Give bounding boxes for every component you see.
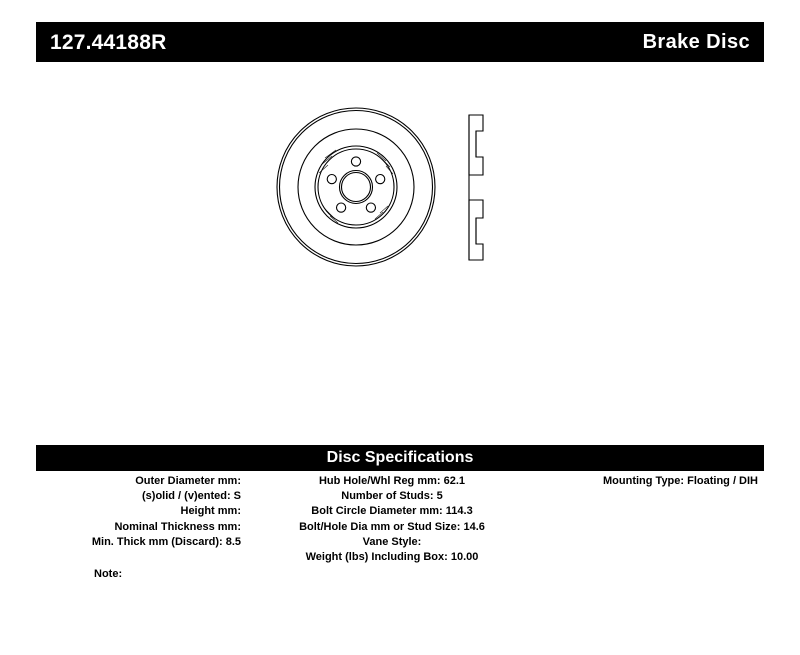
spec-item: Nominal Thickness mm: (114, 520, 241, 533)
spec-column-left (36, 474, 241, 550)
spec-column-right (543, 474, 764, 489)
spec-item: Bolt/Hole Dia mm or Stud Size: 14.6 (299, 520, 485, 533)
note-label: Note: (94, 568, 123, 580)
note-row (36, 568, 764, 580)
spec-item: Hub Hole/Whl Reg mm: 62.1 (318, 475, 466, 487)
spec-item: Bolt Circle Diameter mm: 114.3 (311, 505, 473, 518)
disc-specifications-title: Disc Specifications (326, 449, 474, 466)
spec-item: Height mm: (180, 505, 241, 518)
spec-column-middle (247, 474, 537, 565)
product-type-title: Brake Disc (642, 31, 750, 53)
spec-item: Vane Style: (362, 535, 422, 548)
spec-item: Min. Thick mm (Discard): 8.5 (91, 535, 241, 548)
part-number: 127.44188R (50, 30, 167, 54)
disc-specifications-body (36, 474, 764, 565)
spec-item: Number of Studs: 5 (341, 490, 443, 503)
spec-item: Mounting Type: Floating / DIH (603, 475, 758, 487)
spec-item: (s)olid / (v)ented: S (142, 490, 241, 503)
brake-rotor-illustration (270, 95, 550, 280)
spec-item: Weight (lbs) Including Box: 10.00 (305, 551, 479, 564)
header-bar (36, 22, 764, 62)
spec-item: Outer Diameter mm: (135, 475, 241, 487)
disc-specifications-title-bar (36, 445, 764, 471)
